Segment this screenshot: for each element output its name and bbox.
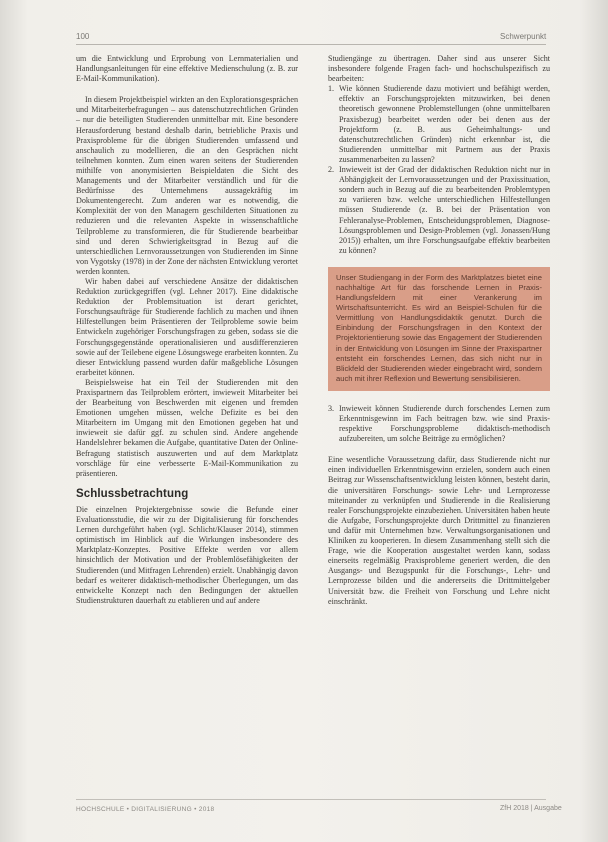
question-list [328, 84, 550, 256]
list-item [328, 404, 550, 444]
footer-rule [76, 799, 546, 800]
section-heading: Schlussbetrachtung [76, 487, 189, 500]
page-number: 100 [76, 32, 90, 41]
list-text: Wie können Studierende dazu motiviert und befähigt werden, effektiv an Forschungsprojekten mitzuwirken, bei denen theoretisch gewonnene Problemstellungen (ohne unmittelbaren Praxisbezug) bearbeitet werden oder bei denen aus der Projektform (z. B. aus Geheimhaltungs- und datenschutzrechtlichen Gründen) nicht erkennbar ist, die Studierenden unmittelbar mit Partnern aus der Praxis zusammenarbeiten zu lassen? [339, 84, 550, 164]
paragraph: Wir haben dabei auf verschiedene Ansätze der didaktischen Reduktion zurückgegriffen (vgl. Lehner 2017). Eine didaktische Reduktion der Problemsituation ist derart gerichtet, Forschungsaufträge für Studierende fachlich zu machen und ihnen Hilfestellungen beim Präsentieren der Teilprobleme sowie beim Entwickeln zugehöriger Forschungsfragen zu geben, sodass sie die Forschungsgegenstände operationalisieren und ausdifferenzieren sowie auf der Teilebene eigene Lösungswege erarbeiten konnten. Zu dieser Entwicklung passend wurden dafür maßgebliche Lösungen erarbeitet können. [76, 276, 299, 377]
list-text: Inwieweit ist der Grad der didaktischen Reduktion nicht nur in Abhängigkeit der Lernvoraussetzungen und der Praxissituation, sondern auch in Bezug auf die zu bearbeitenden Problemtypen zu variieren bzw. welche unterschiedlichen Hilfestellungen müssen Studierende (z. B. bei der Präsentation von Fehleranalyse-Problemen, Entscheidungsproblemen, Diagnose-Lösungsproblemen und Design-Problemen (vgl. Jonassen/Hung 2015)) erhalten, um ihre Forschungsaufgabe effektiv bearbeiten zu können? [339, 165, 550, 255]
highlight-box [328, 267, 550, 391]
list-text: Inwieweit können Studierende durch forschendes Lernen zum Erkenntnisgewinn im Fach beitragen bzw. wie sind Praxis- respektive Forschungsprobleme didaktisch-methodisch aufzubereiten, um solche Beiträge zu ermöglichen? [339, 403, 550, 444]
left-column [76, 54, 298, 606]
list-number: 3. [328, 403, 335, 413]
list-item [328, 84, 550, 165]
footer-journal: HOCHSCHULE • DIGITALISIERUNG • 2018 [76, 806, 215, 813]
list-item [328, 165, 550, 256]
paragraph: Die einzelnen Projektergebnisse sowie die Befunde einer Evaluationsstudie, die wir zu der Digitalisierung für forschendes Lernen durchgeführt haben (vgl. Schlicht/Klauser 2014), stimmen optimistisch im Hinblick auf die Wirkungen insbesondere des Marktplatz-Konzeptes. Positive Effekte werden vor allem hinsichtlich der Motivation und der Problemlösefähigkeiten der Studierenden (und Mitfragen Lehrenden) erzielt. Unabhängig davon bedarf es weiterer didaktisch-methodischer Überlegungen, um das entwickelte Konzept nach den Bedingungen der aktuellen Studienstrukturen dauerhaft zu etablieren und auf andere [76, 504, 298, 605]
header-rule [76, 44, 546, 45]
paragraph: um die Entwicklung und Erprobung von Lernmaterialien und Handlungsanleitungen für eine effektive Medienschulung (z. B. zur E-Mail-Kommunikation). [76, 54, 298, 84]
right-column [328, 54, 550, 607]
highlight-box-text: Unser Studiengang in der Form des Marktplatzes bietet eine nachhaltige Art für das forschende Lernen in Praxis-Handlungsfeldern mit einer Verankerung im Wirtschaftsunterricht. Es wird an Beispiel-Schulen für die Vermittlung von Handlungsdidaktik genutzt. Durch die Einbindung der Forschungsfragen in den Kontext der Projektorientierung sowie das Engagement der Studierenden in der Entwicklung von Lösungen im Sinne der Praxispartner entsteht ein forschendes Lernen, das sich nicht nur in Blickfeld der Studierenden wieder eingebracht wird, sondern auch mit ihrer Reflexion und Bewertung sensibilisieren. [336, 272, 542, 383]
list-number: 2. [328, 165, 335, 175]
paragraph: In diesem Projektbeispiel wirkten an den Explorationsgesprächen und Mitarbeiterbefragungen – aus datenschutzrechtlichen Gründen – nur die beteiligten Studierenden unmittelbar mit. Eine besondere Herausforderung bestand deshalb darin, betriebliche Praxis und Praxisprobleme für die übrigen Studierenden umfassend und anschaulich zu modellieren, die an den Gesprächen nicht teilnehmen konnten. Zum einen waren seitens der Studierenden mithilfe von anonymisierten Beispieldaten die Sicht des Managements und der Mitarbeiter verständlich und für die Bedürfnisse des Unternehmens aussagekräftig im Dokumentengerecht. Zum anderen war es notwendig, die Komplexität der von den Managern geschilderten Situationen zu reduzieren und die relevanten Aspekte in wissenschaftliche Teilprobleme zu transformieren, die für Studierende bearbeitbar sind und deren Schwierigkeitsgrad in Bezug auf die unterschiedlichen Lernvoraussetzungen von Studierenden im Sinne von Vygotsky (1978) in der Zone der nächsten Entwicklung verortet werden konnten. [76, 95, 298, 276]
paragraph: Eine wesentliche Voraussetzung dafür, dass Studierende nicht nur einen individuellen Erkenntnisgewinn erzielen, sondern auch einen Beitrag zur Wissenschaftsentwicklung leisten können, besteht darin, die universitären Forschungs- sowie Lehr- und Lernprozesse miteinander zu verknüpfen und Studierende in die Realisierung realer Forschungsprojekte einzubeziehen. Universitäten haben heute die Aufgabe, Forschungsprojekte durch Drittmittel zu finanzieren und dafür mit Unternehmen bzw. Verwaltungsorganisationen und Kliniken zu kooperieren. In diesem Zusammenhang stellt sich die Frage, wie die Kooperation ausgestaltet werden kann, sodass einerseits regelmäßig Praxisprobleme generiert werden, die den Ausgangs- und Bezugspunkt für die Forschungs-, Lehr- und Lernprozesse bilden und die andererseits die Drittmittelgeber Universität bzw. die Freiheit von Forschung und Lehre nicht einschränkt. [328, 455, 550, 606]
question-list [328, 404, 550, 444]
footer-issue: ZfH 2018 | Ausgabe [500, 805, 562, 812]
list-number: 1. [328, 84, 335, 94]
running-header: Schwerpunkt [500, 32, 547, 41]
paragraph: Beispielsweise hat ein Teil der Studierenden mit den Praxispartnern das Teilproblem erörtert, inwieweit Mitarbeiter bei der Bearbeitung von Beschwerden mit eigenen und fremden Emotionen umgehen müssen, welche Defizite es bei den Mitarbeitern im Umgang mit den Emotionen gegeben hat und inwieweit sie dafür ggf. zu schulen sind. Andere angehende Handelslehrer bekamen die Aufgabe, quantitative Daten der Online-Befragung statistisch auszuwerten und auf dem Marktplatz vorschläge für eine verbesserte E-Mail-Kommunikation zu präsentieren. [76, 377, 298, 478]
paragraph: Studiengänge zu übertragen. Daher sind aus unserer Sicht insbesondere folgende Fragen fach- und hochschulspezifisch zu bearbeiten: [328, 54, 550, 84]
